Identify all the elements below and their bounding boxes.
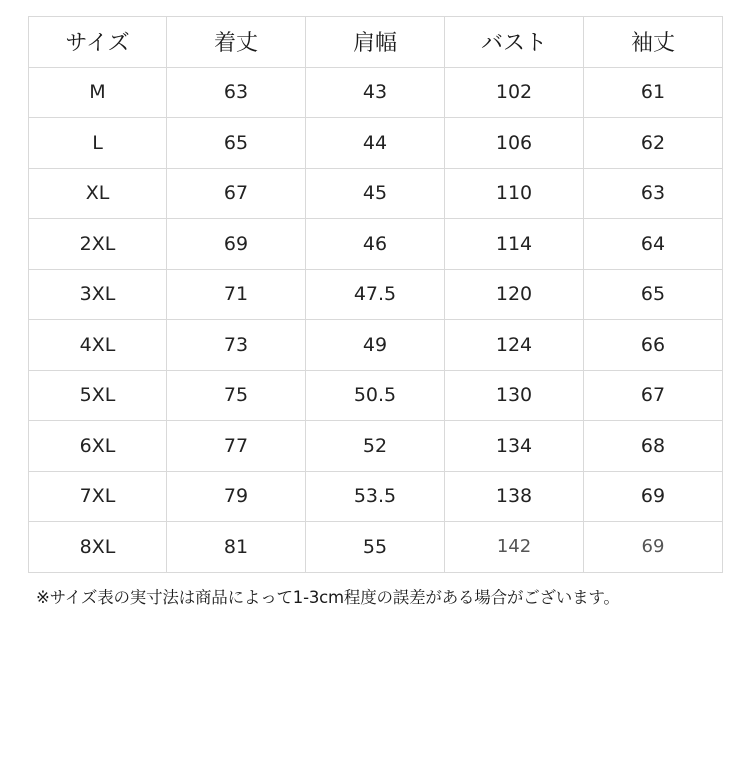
cell-shoulder-width: 46 [306, 219, 445, 270]
cell-bust: 134 [445, 421, 584, 472]
cell-bust: 102 [445, 67, 584, 118]
table-row [29, 219, 723, 270]
cell-bust: 120 [445, 269, 584, 320]
table-row [29, 320, 723, 371]
cell-length: 65 [167, 118, 306, 169]
cell-size: 8XL [29, 522, 167, 573]
cell-size: 6XL [29, 421, 167, 472]
cell-shoulder-width: 44 [306, 118, 445, 169]
cell-length: 67 [167, 168, 306, 219]
table-row [29, 269, 723, 320]
cell-size: 4XL [29, 320, 167, 371]
cell-shoulder-width: 45 [306, 168, 445, 219]
cell-bust: 124 [445, 320, 584, 371]
header-shoulder-width: 肩幅 [306, 17, 445, 68]
cell-bust: 110 [445, 168, 584, 219]
cell-length: 79 [167, 471, 306, 522]
cell-shoulder-width: 43 [306, 67, 445, 118]
table-row [29, 168, 723, 219]
cell-length: 81 [167, 522, 306, 573]
cell-bust: 114 [445, 219, 584, 270]
header-length: 着丈 [167, 17, 306, 68]
cell-length: 73 [167, 320, 306, 371]
table-row [29, 370, 723, 421]
cell-shoulder-width: 52 [306, 421, 445, 472]
header-sleeve-length: 袖丈 [584, 17, 723, 68]
cell-size: 3XL [29, 269, 167, 320]
header-bust: バスト [445, 17, 584, 68]
cell-size: 2XL [29, 219, 167, 270]
cell-sleeve-length: 65 [584, 269, 723, 320]
cell-size: 7XL [29, 471, 167, 522]
cell-shoulder-width: 47.5 [306, 269, 445, 320]
table-header-row [29, 17, 723, 68]
measurement-note: ※サイズ表の実寸法は商品によって1-3cm程度の誤差がある場合がございます。 [36, 588, 620, 607]
table-row [29, 67, 723, 118]
cell-bust: 130 [445, 370, 584, 421]
cell-sleeve-length: 69 [584, 471, 723, 522]
cell-length: 77 [167, 421, 306, 472]
cell-sleeve-length: 66 [584, 320, 723, 371]
cell-bust: 138 [445, 471, 584, 522]
table-row [29, 421, 723, 472]
table-row [29, 471, 723, 522]
cell-sleeve-length: 61 [584, 67, 723, 118]
cell-shoulder-width: 50.5 [306, 370, 445, 421]
cell-sleeve-length: 62 [584, 118, 723, 169]
cell-shoulder-width: 49 [306, 320, 445, 371]
cell-shoulder-width: 55 [306, 522, 445, 573]
cell-size: 5XL [29, 370, 167, 421]
cell-length: 75 [167, 370, 306, 421]
cell-sleeve-length: 63 [584, 168, 723, 219]
size-chart-table [28, 16, 723, 573]
header-size: サイズ [29, 17, 167, 68]
cell-sleeve-length: 69 [584, 522, 723, 573]
cell-length: 69 [167, 219, 306, 270]
cell-size: L [29, 118, 167, 169]
table-row [29, 118, 723, 169]
cell-bust: 142 [445, 522, 584, 573]
cell-sleeve-length: 68 [584, 421, 723, 472]
cell-bust: 106 [445, 118, 584, 169]
table-row [29, 522, 723, 573]
cell-length: 71 [167, 269, 306, 320]
cell-sleeve-length: 67 [584, 370, 723, 421]
cell-size: M [29, 67, 167, 118]
cell-length: 63 [167, 67, 306, 118]
cell-shoulder-width: 53.5 [306, 471, 445, 522]
cell-size: XL [29, 168, 167, 219]
cell-sleeve-length: 64 [584, 219, 723, 270]
